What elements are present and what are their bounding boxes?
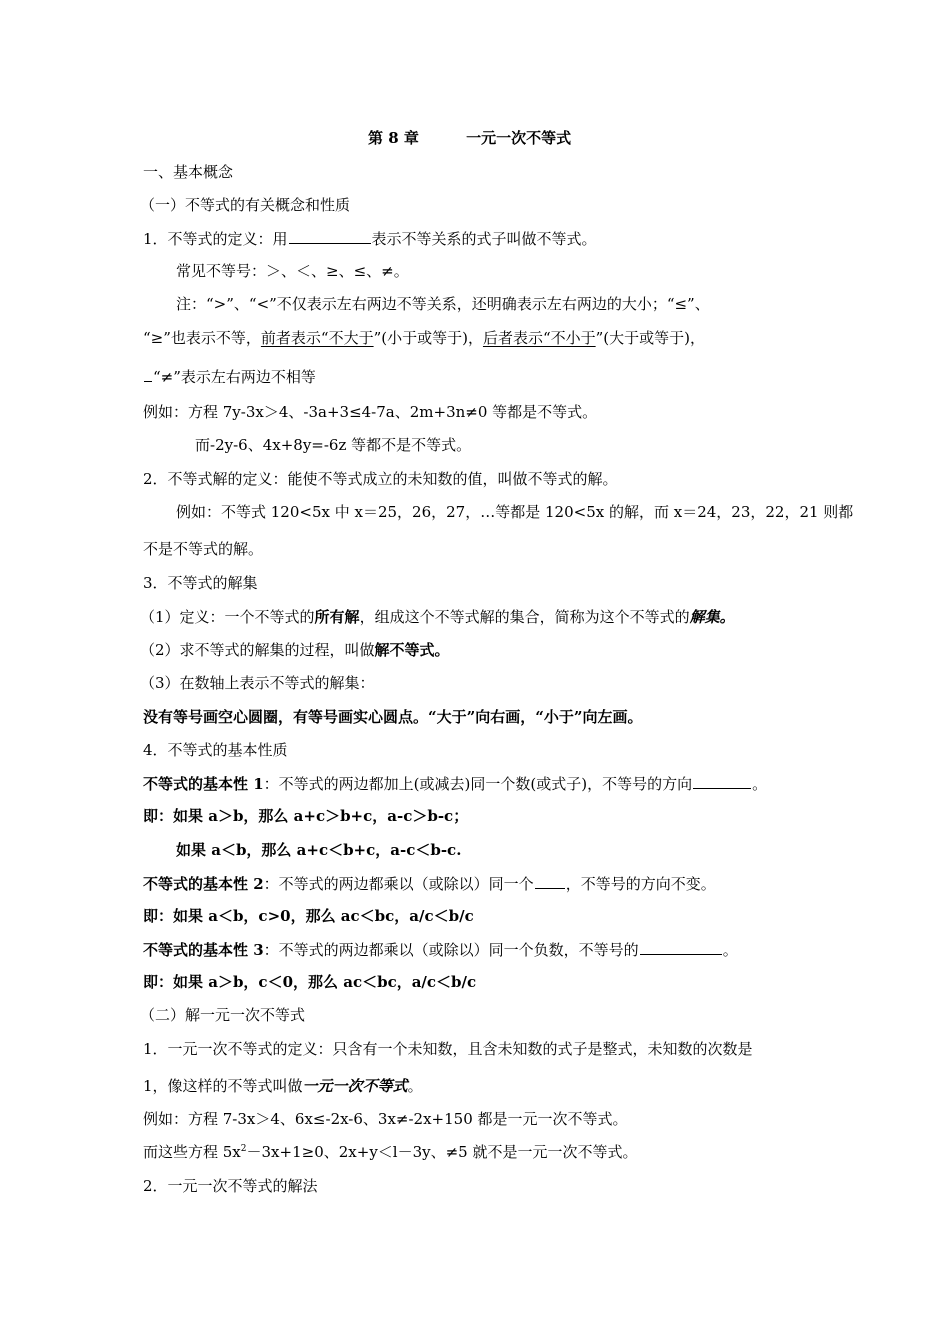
linear-inequality-example: 例如：方程 7-3x＞4、6x≤-2x-6、3x≠-2x+150 都是一元一次不等式。 [143, 1110, 628, 1128]
property-3: 不等式的基本性 3：不等式的两边都乘以（或除以）同一个负数，不等号的 。 [143, 941, 738, 959]
subsection-heading-2: （二）解一元一次不等式 [140, 1006, 306, 1024]
example-non-inequalities: 而-2y-6、4x+8y=-6z 等都不是不等式。 [195, 436, 472, 454]
page-title [368, 128, 571, 148]
linear-inequality-definition-1: 1．一元一次不等式的定义：只含有一个未知数，且含未知数的式子是整式，未知数的次数是 [143, 1040, 753, 1058]
property-3-formula: 即：如果 a＞b，c＜0，那么 ac＜bc，a/c＜b/c [143, 973, 477, 991]
chapter-number: 第 8 章 [368, 129, 419, 147]
note-line-2: “≥”也表示不等，前者表示“不大于”(小于或等于)，后者表示“不小于”(大于或等于)， [143, 329, 705, 347]
property-1-formula-1: 即：如果 a＞b，那么 a+c＞b+c，a-c＞b-c； [143, 807, 469, 825]
fill-blank [289, 228, 371, 244]
example-solution-line-2: 不是不等式的解。 [143, 540, 264, 558]
linear-inequality-solving-heading: 2．一元一次不等式的解法 [143, 1177, 318, 1195]
numberline-rule: 没有等号画空心圆圈，有等号画实心圆点。“大于”向右画，“小于”向左画。 [143, 708, 643, 726]
fill-blank [144, 366, 152, 382]
example-solution-line-1: 例如：不等式 120<5x 中 x＝25，26，27，…等都是 120<5x 的解，而 x＝24，23，22，21 则都 [176, 503, 854, 521]
property-1-formula-2: 如果 a＜b，那么 a+c＜b+c，a-c＜b-c. [176, 841, 462, 859]
subsection-heading-1: （一）不等式的有关概念和性质 [140, 196, 351, 214]
item-solution-set: 3．不等式的解集 [143, 574, 258, 592]
section-heading-basic-concepts: 一、基本概念 [143, 163, 234, 181]
note-line-3: “≠”表示左右两边不相等 [143, 366, 316, 387]
property-2: 不等式的基本性 2：不等式的两边都乘以（或除以）同一个 ，不等号的方向不变。 [143, 875, 716, 893]
numberline-heading: （3）在数轴上表示不等式的解集： [140, 674, 375, 692]
fill-blank [535, 873, 565, 889]
linear-inequality-definition-2: 1，像这样的不等式叫做一元一次不等式。 [143, 1077, 423, 1095]
solution-set-definition: （1）定义：一个不等式的所有解，组成这个不等式解的集合，简称为这个不等式的解集。 [140, 608, 735, 626]
solving-inequality: （2）求不等式的解集的过程，叫做解不等式。 [140, 641, 450, 659]
property-2-formula: 即：如果 a＜b，c>0，那么 ac＜bc，a/c＜b/c [143, 907, 474, 925]
fill-blank [640, 939, 722, 955]
note-line-1: 注：“>”、“<”不仅表示左右两边不等关系，还明确表示左右两边的大小；“≤”、 [176, 295, 710, 313]
property-1: 不等式的基本性 1：不等式的两边都加上(或减去)同一个数(或式子)，不等号的方向 。 [143, 775, 768, 793]
definition-solution: 2．不等式解的定义：能使不等式成立的未知数的值，叫做不等式的解。 [143, 470, 618, 488]
definition-inequality: 1．不等式的定义：用 表示不等关系的式子叫做不等式。 [143, 230, 597, 248]
fill-blank [693, 773, 751, 789]
non-linear-inequality-example: 而这些方程 $5x^2-3x+1\ge 0$、2x+y＜l－3y、≠5 就不是一元一次不等式。 [143, 1143, 638, 1161]
example-inequalities: 例如：方程 7y-3x＞4、-3a+3≤4-7a、2m+3n≠0 等都是不等式。 [143, 403, 598, 421]
item-basic-properties: 4．不等式的基本性质 [143, 741, 288, 759]
common-signs: 常见不等号：＞、＜、≥、≤、≠。 [176, 262, 409, 280]
chapter-name: 一元一次不等式 [466, 129, 572, 147]
